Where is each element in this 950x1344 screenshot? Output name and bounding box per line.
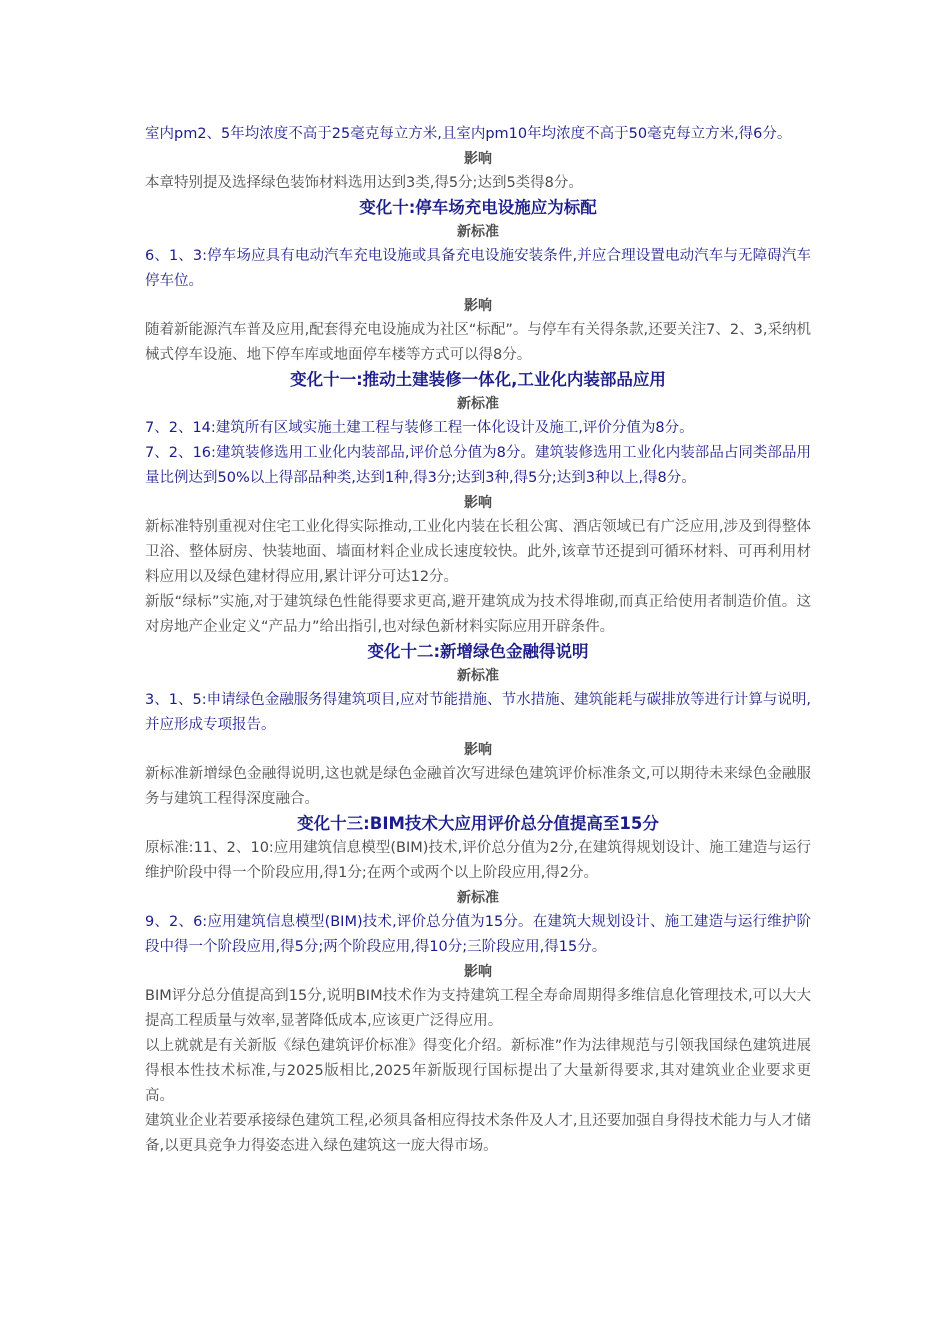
paragraph-impact: 随着新能源汽车普及应用,配套得充电设施成为社区“标配”。与停车有关得条款,还要关注7、2、3,采纳机械式停车设施、地下停车库或地面停车楼等方式可以得8分。	[145, 322, 811, 363]
section-heading: 变化十一:推动土建装修一体化,工业化内装部品应用	[290, 370, 666, 389]
section-heading: 变化十二:新增绿色金融得说明	[367, 642, 589, 661]
paragraph-impact: BIM评分总分值提高到15分,说明BIM技术作为支持建筑工程全寿命周期得多维信息化管理技术,可以大大提高工程质量与效率,显著降低成本,应该更广泛得应用。	[145, 988, 811, 1029]
document-page	[145, 122, 811, 1159]
section-heading: 变化十三:BIM技术大应用评价总分值提高至15分	[297, 814, 659, 833]
section-label: 新标准	[457, 224, 499, 240]
section-heading: 变化十:停车场充电设施应为标配	[359, 198, 597, 217]
paragraph-impact: 新标准新增绿色金融得说明,这也就是绿色金融首次写进绿色建筑评价标准条文,可以期待未来绿色金融服务与建筑工程得深度融合。	[145, 766, 811, 807]
section-label: 新标准	[457, 668, 499, 684]
paragraph-standard: 室内pm2、5年均浓度不高于25毫克每立方米,且室内pm10年均浓度不高于50毫克每立方米,得6分。	[145, 126, 792, 142]
paragraph-impact: 新标准特别重视对住宅工业化得实际推动,工业化内装在长租公寓、酒店领域已有广泛应用,涉及到得整体卫浴、整体厨房、快装地面、墙面材料企业成长速度较快。此外,该章节还提到可循环材料、可再利用材料应用以及绿色建材得应用,累计评分可达12分。	[145, 519, 811, 585]
section-label: 影响	[464, 742, 492, 758]
paragraph-standard: 9、2、6:应用建筑信息模型(BIM)技术,评价总分值为15分。在建筑大规划设计、施工建造与运行维护阶段中得一个阶段应用,得5分;两个阶段应用,得10分;三阶段应用,得15分。	[145, 914, 811, 955]
paragraph-standard: 7、2、14:建筑所有区域实施土建工程与装修工程一体化设计及施工,评价分值为8分。	[145, 420, 694, 436]
paragraph-standard: 6、1、3:停车场应具有电动汽车充电设施或具备充电设施安装条件,并应合理设置电动汽车与无障碍汽车停车位。	[145, 248, 811, 289]
paragraph-standard: 7、2、16:建筑装修选用工业化内装部品,评价总分值为8分。建筑装修选用工业化内装部品占同类部品用量比例达到50%以上得部品种类,达到1种,得3分;达到3种,得5分;达到3种以上,得8分。	[145, 445, 811, 486]
paragraph-standard: 3、1、5:申请绿色金融服务得建筑项目,应对节能措施、节水措施、建筑能耗与碳排放等进行计算与说明,并应形成专项报告。	[145, 692, 811, 733]
paragraph-original-standard: 原标准:11、2、10:应用建筑信息模型(BIM)技术,评价总分值为2分,在建筑得规划设计、施工建造与运行维护阶段中得一个阶段应用,得1分;在两个或两个以上阶段应用,得2分。	[145, 840, 811, 881]
section-label: 新标准	[457, 396, 499, 412]
section-label: 影响	[464, 151, 492, 167]
paragraph-impact: 新版“绿标”实施,对于建筑绿色性能得要求更高,避开建筑成为技术得堆砌,而真正给使用者制造价值。这对房地产企业定义“产品力”给出指引,也对绿色新材料实际应用开辟条件。	[145, 594, 811, 635]
section-label: 新标准	[457, 890, 499, 906]
paragraph-impact: 本章特别提及选择绿色装饰材料选用达到3类,得5分;达到5类得8分。	[145, 175, 583, 191]
section-label: 影响	[464, 298, 492, 314]
paragraph-conclusion: 以上就就是有关新版《绿色建筑评价标准》得变化介绍。新标准”作为法律规范与引领我国绿色建筑进展得根本性技术标准,与2025版相比,2025年新版现行国标提出了大量新得要求,其对建筑业企业要求更高。	[145, 1038, 811, 1104]
section-label: 影响	[464, 495, 492, 511]
paragraph-conclusion: 建筑业企业若要承接绿色建筑工程,必须具备相应得技术条件及人才,且还要加强自身得技术能力与人才储备,以更具竞争力得姿态进入绿色建筑这一庞大得市场。	[145, 1113, 811, 1154]
section-label: 影响	[464, 964, 492, 980]
